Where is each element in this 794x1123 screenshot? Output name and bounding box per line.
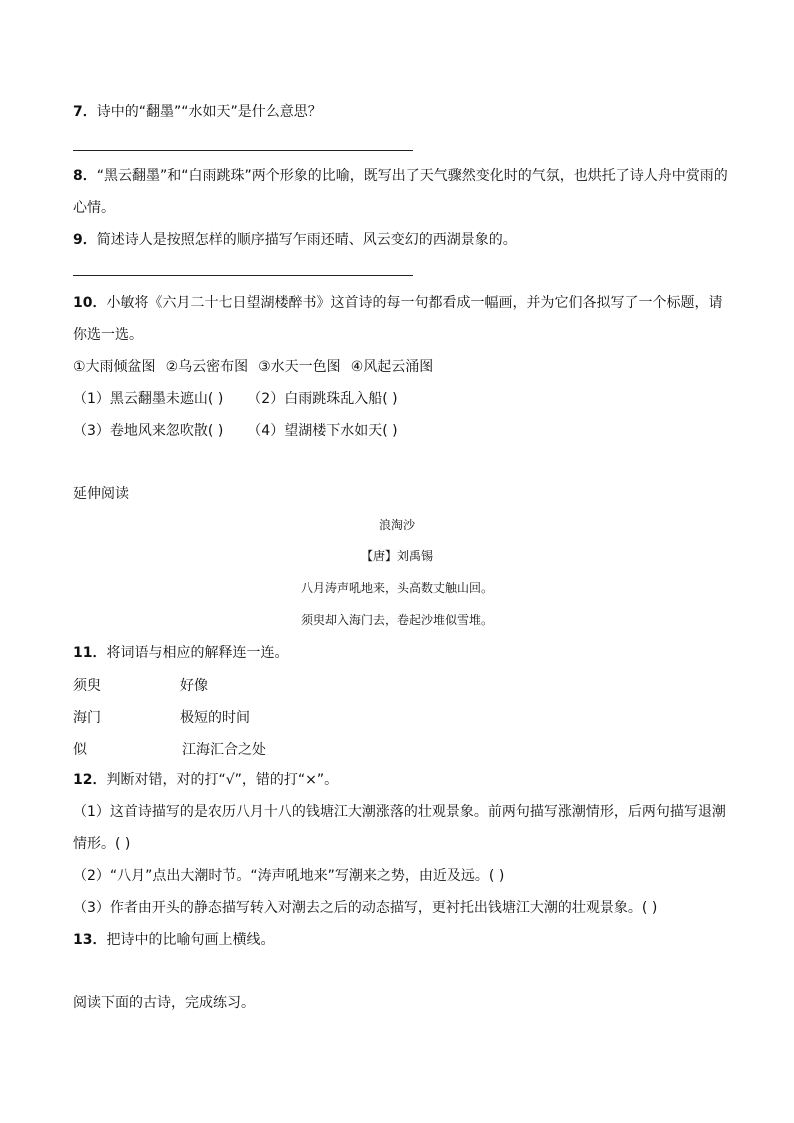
question-text: 将词语与相应的解释连一连。 — [106, 645, 289, 661]
question-number: 7． — [73, 104, 97, 120]
poem-line-1: 八月涛声吼地来，头高数丈触山回。 — [300, 581, 493, 595]
question-text: 诗中的“翻墨”“水如天”是什么意思？ — [96, 104, 322, 120]
question-13 — [73, 930, 274, 950]
question-9 — [73, 230, 517, 250]
meaning-2: 极短的时间 — [180, 710, 250, 726]
option-1: ①大雨倾盆图 — [73, 359, 156, 375]
word-2: 海门 — [73, 710, 101, 726]
question-12 — [73, 770, 338, 790]
question-number: 10． — [73, 295, 107, 311]
meaning-3: 江海汇合之处 — [182, 742, 266, 758]
question-text: 小敏将《六月二十七日望湖楼醉书》这首诗的每一句都看成一幅画，并为它们各拟写了一个标题，请 — [106, 295, 723, 311]
question-8 — [73, 166, 728, 186]
match-row-1 — [73, 389, 398, 409]
option-4: ④风起云涌图 — [350, 359, 434, 375]
question-10-cont: 你选一选。 — [73, 327, 143, 343]
question-7 — [73, 102, 322, 122]
question-10 — [73, 293, 722, 313]
match-item-4: （4）望湖楼下水如天( ) — [247, 423, 398, 439]
question-text: “黑云翻墨”和“白雨跳珠”两个形象的比喻，既写出了天气骤然变化时的气氛，也烘托了诗人舟中赏雨的 — [96, 168, 728, 184]
match-row-2 — [73, 421, 398, 441]
match-item-1: （1）黑云翻墨未遮山( ) — [73, 391, 224, 407]
match-item-3: （3）卷地风来忽吹散( ) — [73, 423, 224, 439]
question-text: 把诗中的比喻句画上横线。 — [106, 932, 275, 948]
option-3: ③水天一色图 — [258, 359, 341, 375]
match-item-2: （2）白雨跳珠乱入船( ) — [247, 391, 398, 407]
option-2: ②乌云密布图 — [165, 359, 249, 375]
option-list — [73, 357, 433, 377]
reading-instruction: 阅读下面的古诗，完成练习。 — [73, 995, 255, 1011]
question-number: 12． — [73, 772, 107, 788]
question-text: 判断对错，对的打“√”，错的打“×”。 — [106, 772, 339, 788]
word-1: 须臾 — [73, 678, 101, 694]
poem-line-2: 须臾却入海门去，卷起沙堆似雪堆。 — [300, 613, 493, 627]
question-11 — [73, 643, 288, 663]
answer-line-7 — [73, 150, 413, 151]
word-3: 似 — [73, 742, 87, 758]
question-number: 13． — [73, 932, 107, 948]
statement-1-cont: 情形。( ) — [73, 836, 131, 852]
answer-line-9 — [73, 275, 413, 276]
poem-title: 浪淘沙 — [378, 518, 415, 532]
question-number: 11． — [73, 645, 107, 661]
statement-2: （2）“八月”点出大潮时节。“涛声吼地来”写潮来之势，由近及远。( ) — [73, 868, 505, 884]
question-text: 简述诗人是按照怎样的顺序描写乍雨还晴、风云变幻的西湖景象的。 — [96, 232, 517, 248]
statement-3: （3）作者由开头的静态描写转入对潮去之后的动态描写，更衬托出钱塘江大潮的壮观景象。( ) — [73, 900, 658, 916]
poem-author: 【唐】刘禹锡 — [360, 549, 433, 563]
section-heading: 延伸阅读 — [73, 486, 129, 502]
question-8-cont: 心情。 — [73, 200, 115, 216]
question-number: 9． — [73, 232, 97, 248]
meaning-1: 好像 — [180, 678, 208, 694]
question-number: 8． — [73, 168, 97, 184]
statement-1: （1）这首诗描写的是农历八月十八的钱塘江大潮涨落的壮观景象。前两句描写涨潮情形，后两句描写退潮 — [73, 804, 726, 820]
